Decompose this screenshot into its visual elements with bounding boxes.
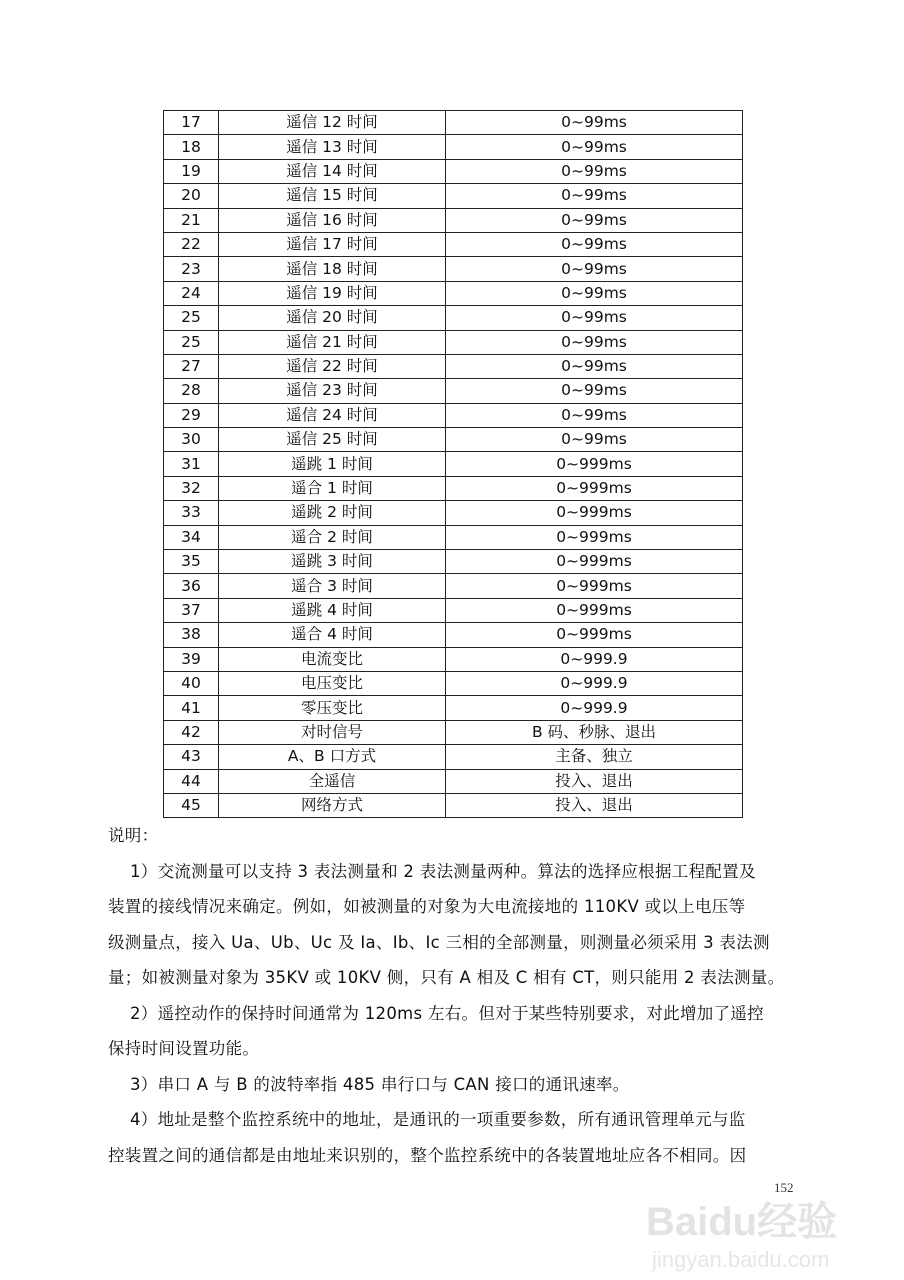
note-line: 量；如被测量对象为 35KV 或 10KV 侧，只有 A 相及 C 相有 CT，则只能用 2 表法测量。 — [108, 968, 785, 987]
param-range: 0~999ms — [446, 574, 743, 598]
note-line: 4）地址是整个监控系统中的地址，是通讯的一项重要参数，所有通讯管理单元与监 — [130, 1110, 746, 1129]
param-range: 0~99ms — [446, 354, 743, 378]
row-number: 21 — [164, 208, 219, 232]
note-line: 控装置之间的通信都是由地址来识别的，整个监控系统中的各装置地址应各不相同。因 — [108, 1145, 747, 1165]
param-name: 遥信 15 时间 — [219, 184, 446, 208]
watermark-logo: Baidu经验 — [646, 1200, 838, 1244]
param-name: 遥信 14 时间 — [219, 159, 446, 183]
table-row — [164, 452, 743, 476]
row-number: 44 — [164, 769, 219, 793]
param-name: 遥信 23 时间 — [219, 379, 446, 403]
row-number: 28 — [164, 379, 219, 403]
param-range: 0~99ms — [446, 184, 743, 208]
row-number: 39 — [164, 647, 219, 671]
watermark-url: jingyan.baidu.com — [652, 1247, 830, 1272]
param-name: 遥信 12 时间 — [219, 111, 446, 135]
table-row — [164, 379, 743, 403]
table-row — [164, 501, 743, 525]
table-row — [164, 793, 743, 817]
note-line: 1）交流测量可以支持 3 表法测量和 2 表法测量两种。算法的选择应根据工程配置及 — [130, 861, 756, 881]
param-name: 全遥信 — [219, 769, 446, 793]
param-name: 遥合 1 时间 — [219, 476, 446, 500]
param-range: 0~99ms — [446, 379, 743, 403]
table-row — [164, 184, 743, 208]
param-name: 遥合 2 时间 — [219, 525, 446, 549]
row-number: 23 — [164, 257, 219, 281]
table-row — [164, 135, 743, 159]
table-row — [164, 208, 743, 232]
param-range: 0~99ms — [446, 281, 743, 305]
param-name: 遥跳 1 时间 — [219, 452, 446, 476]
param-range: 0~999ms — [446, 550, 743, 574]
param-range: 0~999.9 — [446, 696, 743, 720]
table-row — [164, 330, 743, 354]
table-row — [164, 550, 743, 574]
table-row — [164, 720, 743, 744]
param-name: 遥信 17 时间 — [219, 232, 446, 256]
row-number: 37 — [164, 598, 219, 622]
param-name: 零压变比 — [219, 696, 446, 720]
param-name: 遥跳 2 时间 — [219, 501, 446, 525]
notes-section — [108, 818, 798, 1173]
param-range: 投入、退出 — [446, 793, 743, 817]
param-name: 电流变比 — [219, 647, 446, 671]
table-row — [164, 574, 743, 598]
table-row — [164, 403, 743, 427]
param-name: 遥信 22 时间 — [219, 354, 446, 378]
table-row — [164, 281, 743, 305]
param-range: 0~99ms — [446, 208, 743, 232]
table-row — [164, 769, 743, 793]
param-range: 0~99ms — [446, 135, 743, 159]
parameter-table — [163, 110, 743, 818]
param-name: 电压变比 — [219, 671, 446, 695]
table-row — [164, 671, 743, 695]
param-name: A、B 口方式 — [219, 745, 446, 769]
param-name: 遥跳 3 时间 — [219, 550, 446, 574]
row-number: 38 — [164, 623, 219, 647]
table-row — [164, 647, 743, 671]
param-range: 0~99ms — [446, 330, 743, 354]
param-range: 0~99ms — [446, 111, 743, 135]
row-number: 43 — [164, 745, 219, 769]
row-number: 25 — [164, 306, 219, 330]
table-row — [164, 257, 743, 281]
row-number: 35 — [164, 550, 219, 574]
row-number: 34 — [164, 525, 219, 549]
param-name: 遥合 3 时间 — [219, 574, 446, 598]
param-range: 0~99ms — [446, 428, 743, 452]
param-range: 0~999.9 — [446, 671, 743, 695]
row-number: 19 — [164, 159, 219, 183]
param-name: 遥信 19 时间 — [219, 281, 446, 305]
param-name: 遥信 24 时间 — [219, 403, 446, 427]
param-range: 0~999ms — [446, 623, 743, 647]
param-range: 0~99ms — [446, 306, 743, 330]
row-number: 31 — [164, 452, 219, 476]
table-row — [164, 598, 743, 622]
row-number: 17 — [164, 111, 219, 135]
note-line: 装置的接线情况来确定。例如，如被测量的对象为大电流接地的 110KV 或以上电压等 — [108, 897, 746, 916]
param-range: 0~999ms — [446, 598, 743, 622]
row-number: 25 — [164, 330, 219, 354]
table-row — [164, 159, 743, 183]
param-range: 0~99ms — [446, 403, 743, 427]
table-row — [164, 476, 743, 500]
table-row — [164, 745, 743, 769]
row-number: 42 — [164, 720, 219, 744]
param-name: 遥信 20 时间 — [219, 306, 446, 330]
param-name: 遥信 13 时间 — [219, 135, 446, 159]
param-range: 0~999ms — [446, 525, 743, 549]
notes-heading: 说明： — [108, 826, 159, 845]
param-name: 遥跳 4 时间 — [219, 598, 446, 622]
row-number: 29 — [164, 403, 219, 427]
table-row — [164, 696, 743, 720]
row-number: 36 — [164, 574, 219, 598]
table-row — [164, 525, 743, 549]
row-number: 45 — [164, 793, 219, 817]
table-row — [164, 354, 743, 378]
param-name: 对时信号 — [219, 720, 446, 744]
param-range: 0~999ms — [446, 476, 743, 500]
table-row — [164, 623, 743, 647]
row-number: 24 — [164, 281, 219, 305]
row-number: 32 — [164, 476, 219, 500]
param-name: 遥信 21 时间 — [219, 330, 446, 354]
note-line: 3）串口 A 与 B 的波特率指 485 串行口与 CAN 接口的通讯速率。 — [130, 1074, 630, 1094]
baidu-watermark — [640, 1200, 880, 1276]
param-range: 0~99ms — [446, 159, 743, 183]
param-name: 网络方式 — [219, 793, 446, 817]
param-name: 遥信 18 时间 — [219, 257, 446, 281]
note-line: 2）遥控动作的保持时间通常为 120ms 左右。但对于某些特别要求，对此增加了遥控 — [130, 1003, 764, 1023]
row-number: 30 — [164, 428, 219, 452]
table-row — [164, 232, 743, 256]
row-number: 33 — [164, 501, 219, 525]
page-number: 152 — [774, 1180, 794, 1195]
row-number: 18 — [164, 135, 219, 159]
row-number: 40 — [164, 671, 219, 695]
param-range: 0~999.9 — [446, 647, 743, 671]
row-number: 41 — [164, 696, 219, 720]
param-range: 0~999ms — [446, 501, 743, 525]
note-line: 保持时间设置功能。 — [108, 1039, 260, 1058]
row-number: 27 — [164, 354, 219, 378]
row-number: 22 — [164, 232, 219, 256]
param-range: 0~999ms — [446, 452, 743, 476]
param-range: 主备、独立 — [446, 745, 743, 769]
table-row — [164, 428, 743, 452]
row-number: 20 — [164, 184, 219, 208]
param-name: 遥合 4 时间 — [219, 623, 446, 647]
note-line: 级测量点，接入 Ua、Ub、Uc 及 Ia、Ib、Ic 三相的全部测量，则测量必须采用 3 表法测 — [108, 932, 770, 952]
param-range: B 码、秒脉、退出 — [446, 720, 743, 744]
param-name: 遥信 16 时间 — [219, 208, 446, 232]
param-range: 0~99ms — [446, 257, 743, 281]
table-row — [164, 111, 743, 135]
param-name: 遥信 25 时间 — [219, 428, 446, 452]
param-range: 投入、退出 — [446, 769, 743, 793]
param-range: 0~99ms — [446, 232, 743, 256]
table-row — [164, 306, 743, 330]
